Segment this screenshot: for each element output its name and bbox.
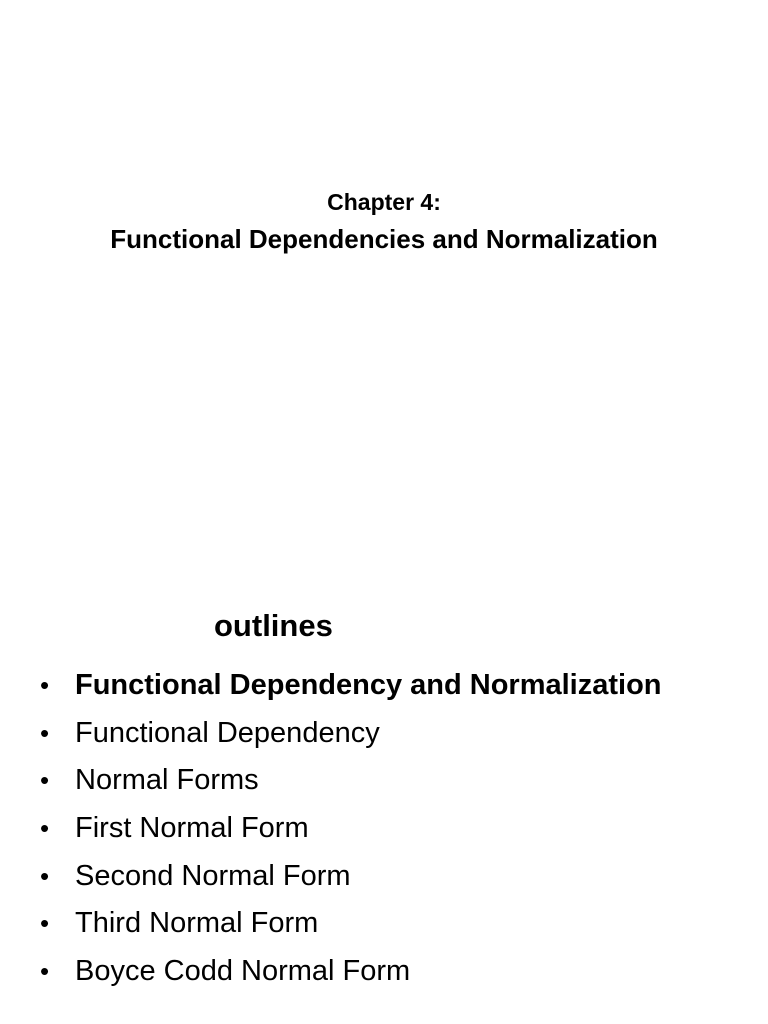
bullet-icon: •: [40, 813, 50, 844]
list-item-label: Second Normal Form: [75, 859, 351, 892]
outline-slide: [0, 512, 768, 1024]
list-item-label: Functional Dependency and Normalization: [75, 669, 662, 701]
bullet-icon: •: [40, 860, 50, 891]
chapter-title: Functional Dependencies and Normalization: [110, 224, 658, 254]
bullet-icon: •: [40, 670, 50, 700]
list-item: [40, 760, 662, 808]
chapter-label: Chapter 4:: [327, 189, 441, 215]
list-item-label: First Normal Form: [75, 812, 309, 845]
list-item: [40, 665, 662, 713]
list-item-label: Boyce Codd Normal Form: [75, 955, 411, 988]
list-item: [40, 713, 662, 761]
list-item: [40, 856, 662, 904]
bullet-icon: •: [40, 717, 50, 748]
list-item: [40, 951, 662, 999]
outline-list: [40, 665, 662, 999]
list-item-label: Normal Forms: [75, 764, 259, 797]
list-item-label: Third Normal Form: [75, 907, 319, 940]
outline-heading: outlines: [214, 608, 333, 643]
bullet-icon: •: [40, 765, 50, 796]
list-item: [40, 903, 662, 951]
bullet-icon: •: [40, 908, 50, 939]
list-item-label: Functional Dependency: [75, 716, 380, 749]
bullet-icon: •: [40, 956, 50, 987]
list-item: [40, 808, 662, 856]
